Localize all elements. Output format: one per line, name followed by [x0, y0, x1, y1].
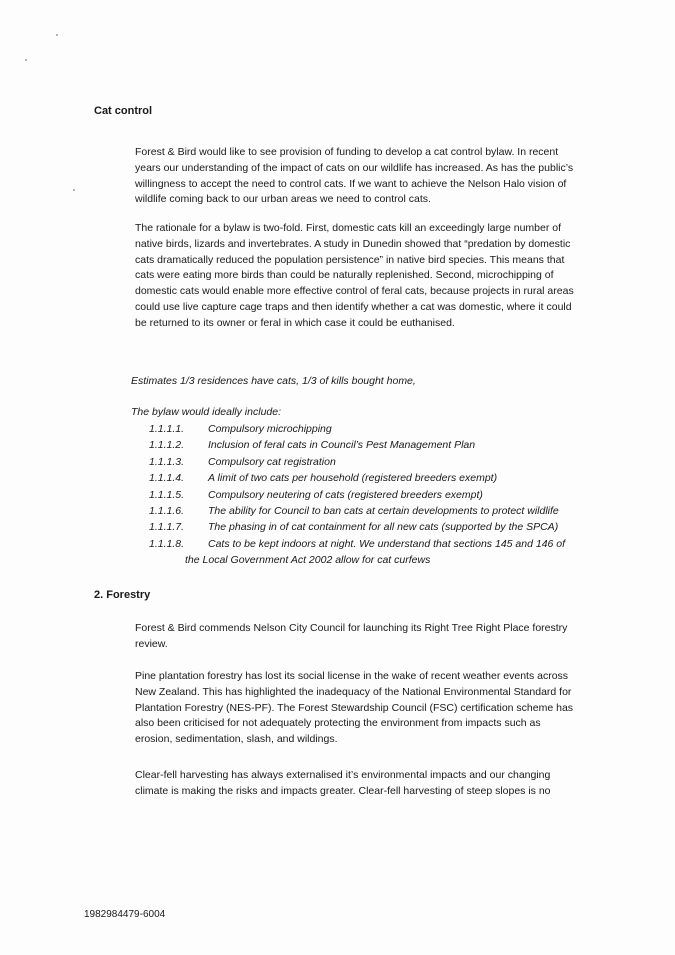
list-item: [0, 454, 675, 470]
list-item-text: the Local Government Act 2002 allow for cat curfews: [185, 554, 431, 567]
list-item-text: Compulsory neutering of cats (registered breeders exempt): [208, 488, 483, 501]
cat-control-paragraph: Forest & Bird would like to see provision of funding to develop a cat control bylaw. In recent years our understanding of the impact of cats on our wildlife has increased. As has the public’s willingness to accept the need to control cats. If we want to achieve the Nelson Halo vision of wildlife coming back to our urban areas we need to control cats.: [135, 146, 574, 206]
list-item-text: The phasing in of cat containment for all new cats (supported by the SPCA): [208, 521, 559, 534]
list-item-number: 1.1.1.2.: [149, 439, 185, 452]
scan-speck: [73, 189, 75, 191]
forestry-paragraph: Forest & Bird commends Nelson City Council for launching its Right Tree Right Place forestry review.: [135, 622, 568, 650]
scan-speck: [25, 59, 27, 61]
forestry-paragraph: Pine plantation forestry has lost its social license in the wake of recent weather events across New Zealand. This has highlighted the inadequacy of the National Environmental Standard for Plantation Forestry (NES-PF). The Forest Stewardship Council (FSC) certification scheme has also been criticised for not adequately protecting the environment from impacts such as erosion, sedimentation, slash, and wildings.: [135, 670, 574, 746]
list-item-number: 1.1.1.6.: [149, 504, 185, 517]
list-item-number: 1.1.1.1.: [149, 423, 185, 435]
list-item: [0, 519, 675, 535]
document-id: 1982984479-6004: [84, 909, 166, 920]
estimates-note: Estimates 1/3 residences have cats, 1/3 of kills bought home,: [131, 375, 416, 387]
forestry-paragraph: Clear-fell harvesting has always externalised it’s environmental impacts and our changing climate is making the risks and impacts greater. Clear-fell harvesting of steep slopes is no: [135, 769, 551, 797]
list-item-continuation: [0, 552, 675, 568]
list-item-text: Compulsory microchipping: [208, 423, 332, 435]
bylaw-list: [0, 421, 675, 569]
list-item-text: Inclusion of feral cats in Council’s Pest Management Plan: [208, 439, 476, 452]
list-item-number: 1.1.1.3.: [149, 455, 185, 468]
forestry-heading: 2. Forestry: [94, 589, 151, 601]
cat-control-paragraph: The rationale for a bylaw is two-fold. First, domestic cats kill an exceedingly large number of native birds, lizards and invertebrates. A study in Dunedin showed that “predation by domestic cats dramatically reduced the population persistence” in native bird species. This means that cats were eating more birds than could be naturally replenished. Second, microchipping of domestic cats would enable more effective control of feral cats, because projects in rural areas could use live capture cage traps and then identify whether a cat was domestic, where it could be returned to its owner or feral in which case it could be euthanised.: [135, 222, 574, 329]
list-item-number: 1.1.1.5.: [149, 488, 185, 501]
list-item: [0, 536, 675, 552]
list-item: [0, 470, 675, 486]
list-item-text: A limit of two cats per household (registered breeders exempt): [208, 472, 498, 485]
list-item-number: 1.1.1.7.: [149, 521, 185, 534]
list-item-text: The ability for Council to ban cats at certain developments to protect wildlife: [208, 504, 559, 517]
list-item-number: 1.1.1.4.: [149, 472, 185, 485]
bylaw-intro: The bylaw would ideally include:: [131, 406, 281, 418]
list-item-text: Cats to be kept indoors at night. We understand that sections 145 and 146 of: [208, 537, 566, 550]
scan-speck: [56, 34, 58, 36]
list-item: [0, 437, 675, 453]
list-item: [0, 421, 675, 437]
list-item-text: Compulsory cat registration: [208, 455, 336, 468]
list-item: [0, 503, 675, 519]
cat-control-heading: Cat control: [94, 105, 153, 117]
list-item-number: 1.1.1.8.: [149, 537, 185, 550]
list-item: [0, 487, 675, 503]
